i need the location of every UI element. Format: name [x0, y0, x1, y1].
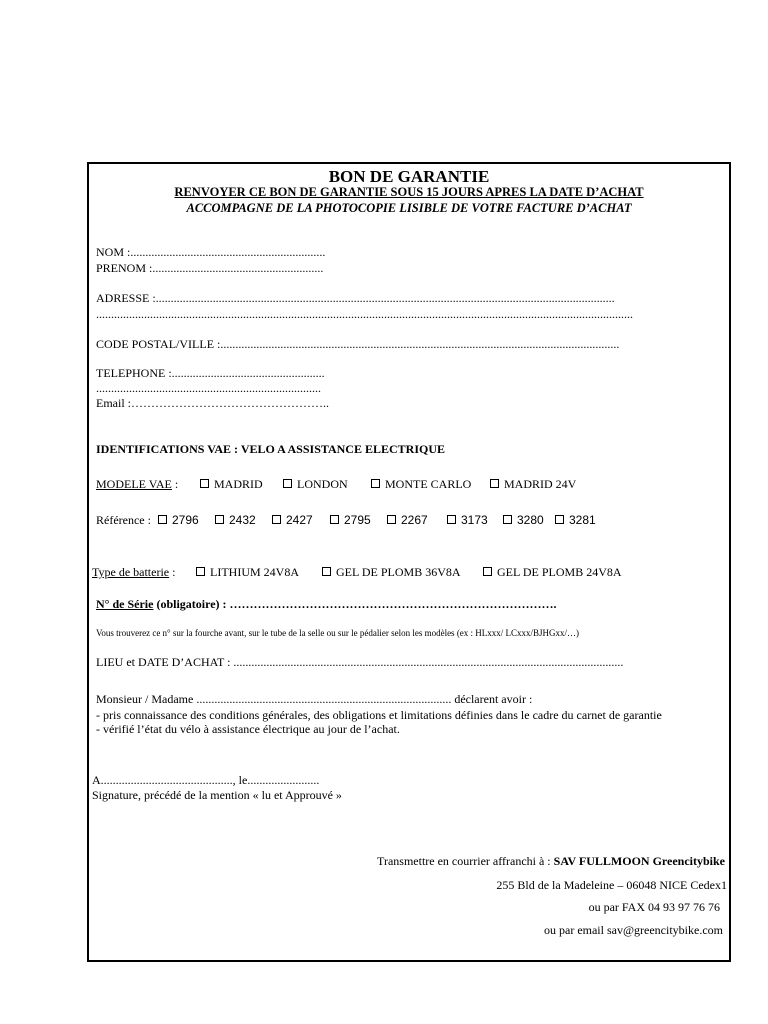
signature-instruction: Signature, précédé de la mention « lu et Approuvé » [92, 788, 342, 802]
transmettre-text: Transmettre en courrier affranchi à : [377, 854, 554, 868]
lieu-date-signature-field[interactable]: A............................................, le........................ [92, 773, 320, 787]
checkbox[interactable] [215, 515, 224, 524]
email-field[interactable]: Email :………………………………………….. [96, 396, 329, 410]
checkbox[interactable] [158, 515, 167, 524]
declaration-point-1: - pris connaissance des conditions générales, des obligations et limitations définies dans le cadre du carnet de garantie [96, 708, 662, 722]
checkbox[interactable] [490, 479, 499, 488]
checkbox[interactable] [322, 567, 331, 576]
reference-option[interactable] [555, 513, 596, 527]
batterie-option-gel-36v[interactable] [322, 565, 461, 579]
reference-option[interactable] [387, 513, 428, 527]
lieu-date-field[interactable]: LIEU et DATE D’ACHAT : .................................................................................................................................. [96, 655, 624, 669]
modele-label: MODELE VAE [96, 477, 172, 491]
checkbox[interactable] [555, 515, 564, 524]
reference-option[interactable] [330, 513, 371, 527]
batterie-colon: : [169, 565, 176, 579]
modele-option-monte-carlo[interactable] [371, 477, 471, 491]
warranty-form [87, 162, 731, 962]
monsieur-madame-field[interactable]: Monsieur / Madame ..................................................................................... déclarent avoir : [96, 692, 533, 706]
option-label: 2427 [286, 513, 313, 527]
option-label: 3173 [461, 513, 488, 527]
code-postal-field[interactable]: CODE POSTAL/VILLE :..................................................................................................................................... [96, 337, 620, 351]
batterie-label: Type de batterie [92, 565, 170, 579]
option-label: GEL DE PLOMB 24V8A [497, 565, 622, 579]
serie-note: Vous trouverez ce n° sur la fourche avant, sur le tube de la selle ou sur le pédalier selon les modèles (ex : HLxxx/ LCxxx/BJHGxx/…) [96, 628, 580, 638]
reference-label: Référence : [96, 513, 151, 527]
modele-row [96, 477, 178, 491]
adresse-field[interactable]: ADRESSE :......................................................................................................................................................... [96, 291, 615, 305]
checkbox[interactable] [483, 567, 492, 576]
reference-option[interactable] [447, 513, 488, 527]
telephone-field[interactable]: TELEPHONE :................................................... [96, 366, 325, 380]
form-title: BON DE GARANTIE [328, 167, 490, 186]
option-label: LITHIUM 24V8A [210, 565, 299, 579]
telephone-line2[interactable]: ........................................................................... [96, 381, 321, 395]
checkbox[interactable] [371, 479, 380, 488]
option-label: GEL DE PLOMB 36V8A [336, 565, 461, 579]
checkbox[interactable] [200, 479, 209, 488]
serie-field[interactable] [96, 597, 557, 611]
sav-address: 255 Bld de la Madeleine – 06048 NICE Cedex1 [496, 878, 727, 892]
checkbox[interactable] [447, 515, 456, 524]
checkbox[interactable] [330, 515, 339, 524]
option-label: 2796 [172, 513, 199, 527]
checkbox[interactable] [272, 515, 281, 524]
modele-option-madrid[interactable] [200, 477, 263, 491]
option-label: 3280 [517, 513, 544, 527]
checkbox[interactable] [283, 479, 292, 488]
modele-colon: : [171, 477, 179, 491]
serie-dots: (obligatoire) : ………………………………………………………………………. [153, 597, 557, 611]
reference-option[interactable] [272, 513, 313, 527]
option-label: 2267 [401, 513, 428, 527]
option-label: MADRID 24V [504, 477, 577, 491]
sav-email: ou par email sav@greencitybike.com [544, 923, 723, 937]
checkbox[interactable] [503, 515, 512, 524]
transmettre-line [377, 854, 725, 869]
checkbox[interactable] [196, 567, 205, 576]
batterie-option-lithium[interactable] [196, 565, 299, 579]
checkbox[interactable] [387, 515, 396, 524]
batterie-row [92, 565, 175, 579]
section-heading: IDENTIFICATIONS VAE : VELO A ASSISTANCE ELECTRIQUE [96, 442, 446, 456]
option-label: 2432 [229, 513, 256, 527]
reference-option[interactable] [503, 513, 544, 527]
option-label: 3281 [569, 513, 596, 527]
form-instruction-invoice: ACCOMPAGNE DE LA PHOTOCOPIE LISIBLE DE VOTRE FACTURE D’ACHAT [186, 201, 632, 215]
prenom-field[interactable]: PRENOM :......................................................... [96, 261, 324, 275]
adresse-line2[interactable]: ................................................................................................................................................................................... [96, 307, 633, 321]
serie-label: N° de Série [96, 597, 154, 611]
option-label: MONTE CARLO [385, 477, 472, 491]
form-instruction: RENVOYER CE BON DE GARANTIE SOUS 15 JOURS APRES LA DATE D’ACHAT [174, 185, 644, 199]
reference-option[interactable] [158, 513, 199, 527]
declaration-point-2: - vérifié l’état du vélo à assistance électrique au jour de l’achat. [96, 722, 400, 736]
option-label: LONDON [297, 477, 348, 491]
modele-option-madrid-24v[interactable] [490, 477, 576, 491]
option-label: 2795 [344, 513, 371, 527]
modele-option-london[interactable] [283, 477, 348, 491]
sav-name: SAV FULLMOON Greencitybike [553, 854, 725, 868]
reference-option[interactable] [215, 513, 256, 527]
batterie-option-gel-24v[interactable] [483, 565, 622, 579]
nom-field[interactable]: NOM :................................................................. [96, 245, 326, 259]
sav-fax: ou par FAX 04 93 97 76 76 [588, 900, 720, 914]
option-label: MADRID [214, 477, 263, 491]
